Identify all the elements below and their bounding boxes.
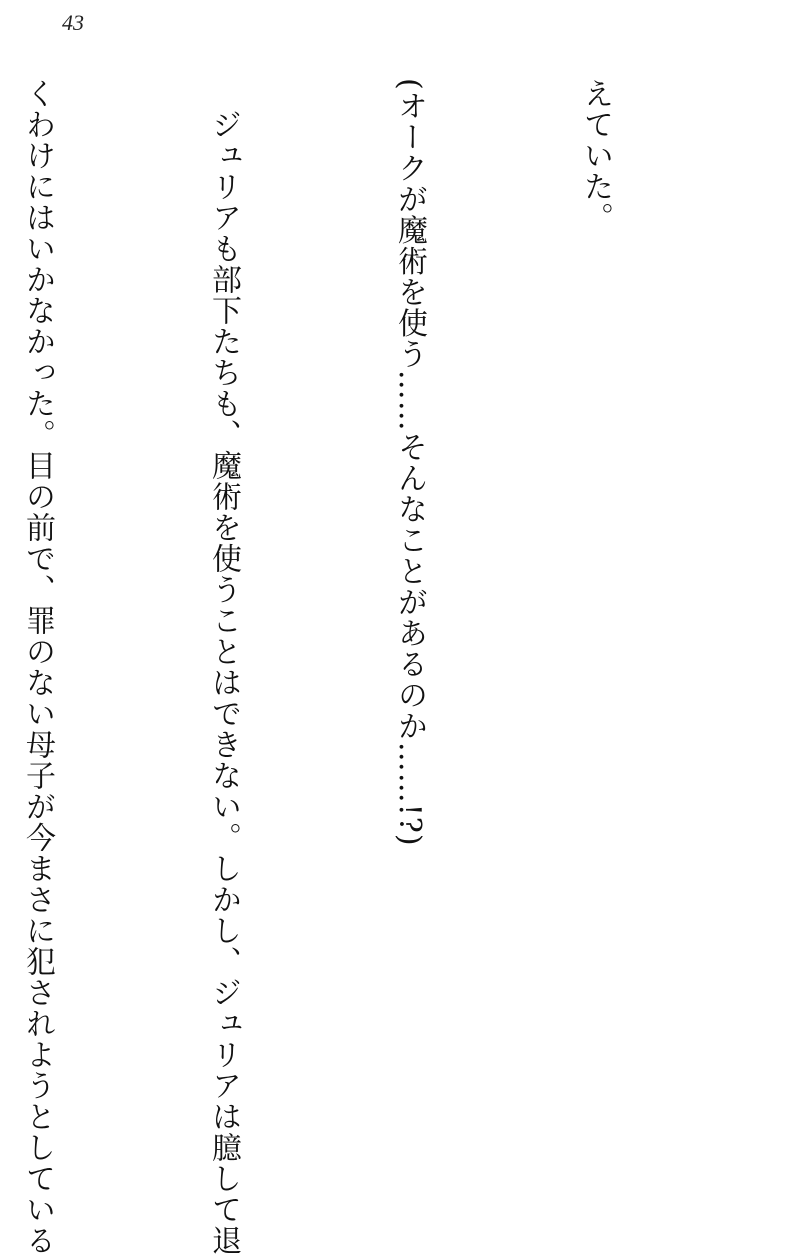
text-line: えていた。 (578, 78, 613, 233)
text-line: くわけにはいかなかった。目の前で、罪のない母子が今まさに犯されようとしている (20, 78, 55, 1256)
body-text (20, 78, 750, 1256)
page-number: 43 (62, 10, 84, 35)
text-line: ジュリアも部下たちも、魔術を使うことはできない。しかし、ジュリアは臆して退 (206, 78, 241, 1256)
text-line: (オークが魔術を使う……そんなことがあるのか……!?) (392, 78, 427, 847)
